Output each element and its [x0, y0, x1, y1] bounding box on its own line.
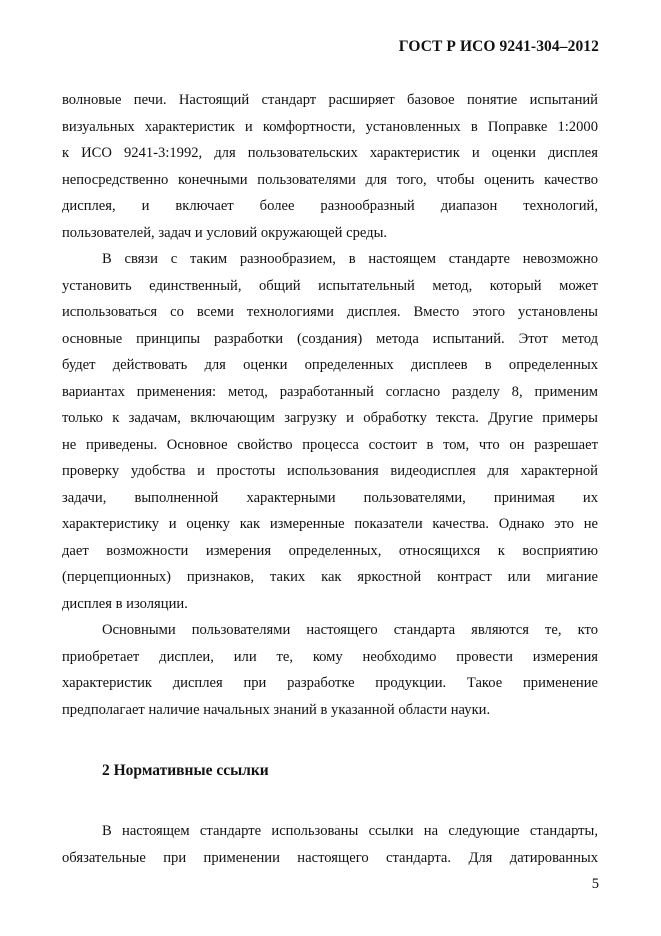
text-line: Основными пользователями настоящего стандарта являются те, кто	[102, 622, 598, 638]
text-line: дает возможности измерения определенных, относящихся к восприятию	[62, 542, 598, 559]
text-line: В настоящем стандарте использованы ссылки на следующие стандарты,	[102, 823, 598, 839]
text-line: (перцепционных) признаков, таких как яркостной контраст или мигание	[62, 569, 598, 585]
text-line: основные принципы разработки (создания) метода испытаний. Этот метод	[62, 330, 598, 347]
text-line: дисплея в изоляции.	[62, 595, 188, 612]
text-line: дисплея, и включает более разнообразный диапазон технологий,	[62, 198, 598, 214]
paragraph-3	[62, 617, 598, 723]
text-line: приобретает дисплеи, или те, кому необходимо провести измерения	[62, 648, 598, 665]
document-code-header: ГОСТ Р ИСО 9241-304–2012	[398, 38, 599, 55]
text-line: только к задачам, включающим загрузку и обработку текста. Другие примеры	[62, 410, 598, 426]
section-text-block	[62, 818, 598, 871]
text-line: не приведены. Основное свойство процесса состоит в том, что он разрешает	[62, 436, 598, 453]
main-text-block	[62, 87, 598, 723]
text-line: волновые печи. Настоящий стандарт расширяет базовое понятие испытаний	[62, 92, 598, 108]
text-line: задачи, выполненной характерными пользователями, принимая их	[62, 489, 598, 506]
text-line: непосредственно конечными пользователями для того, чтобы оценить качество	[62, 171, 598, 188]
text-line: обязательные при применении настоящего стандарта. Для датированных	[62, 849, 598, 866]
text-line: В связи с таким разнообразием, в настоящем стандарте невозможно	[102, 251, 598, 267]
text-line: проверку удобства и простоты использования видеодисплея для характерной	[62, 463, 598, 479]
text-line: использоваться со всеми технологиями дисплея. Вместо этого установлены	[62, 304, 598, 320]
section-heading: 2 Нормативные ссылки	[102, 762, 269, 779]
paragraph-1	[62, 87, 598, 246]
text-line: характеристик дисплея при разработке продукции. Такое применение	[62, 675, 598, 691]
text-line: характеристику и оценку как измеренные показатели качества. Однако это не	[62, 516, 598, 532]
text-line: предполагает наличие начальных знаний в указанной области науки.	[62, 701, 491, 718]
paragraph-2	[62, 246, 598, 617]
text-line: установить единственный, общий испытательный метод, который может	[62, 277, 598, 294]
page-number: 5	[591, 876, 599, 892]
text-line: к ИСО 9241-3:1992, для пользовательских характеристик и оценки дисплея	[62, 145, 598, 161]
text-line: пользователей, задач и условий окружающей среды.	[62, 224, 388, 241]
text-line: будет действовать для оценки определенных дисплеев в определенных	[62, 357, 598, 373]
text-line: вариантах применения: метод, разработанный согласно разделу 8, применим	[62, 383, 598, 400]
text-line: визуальных характеристик и комфортности, установленных в Поправке 1:2000	[62, 118, 598, 135]
